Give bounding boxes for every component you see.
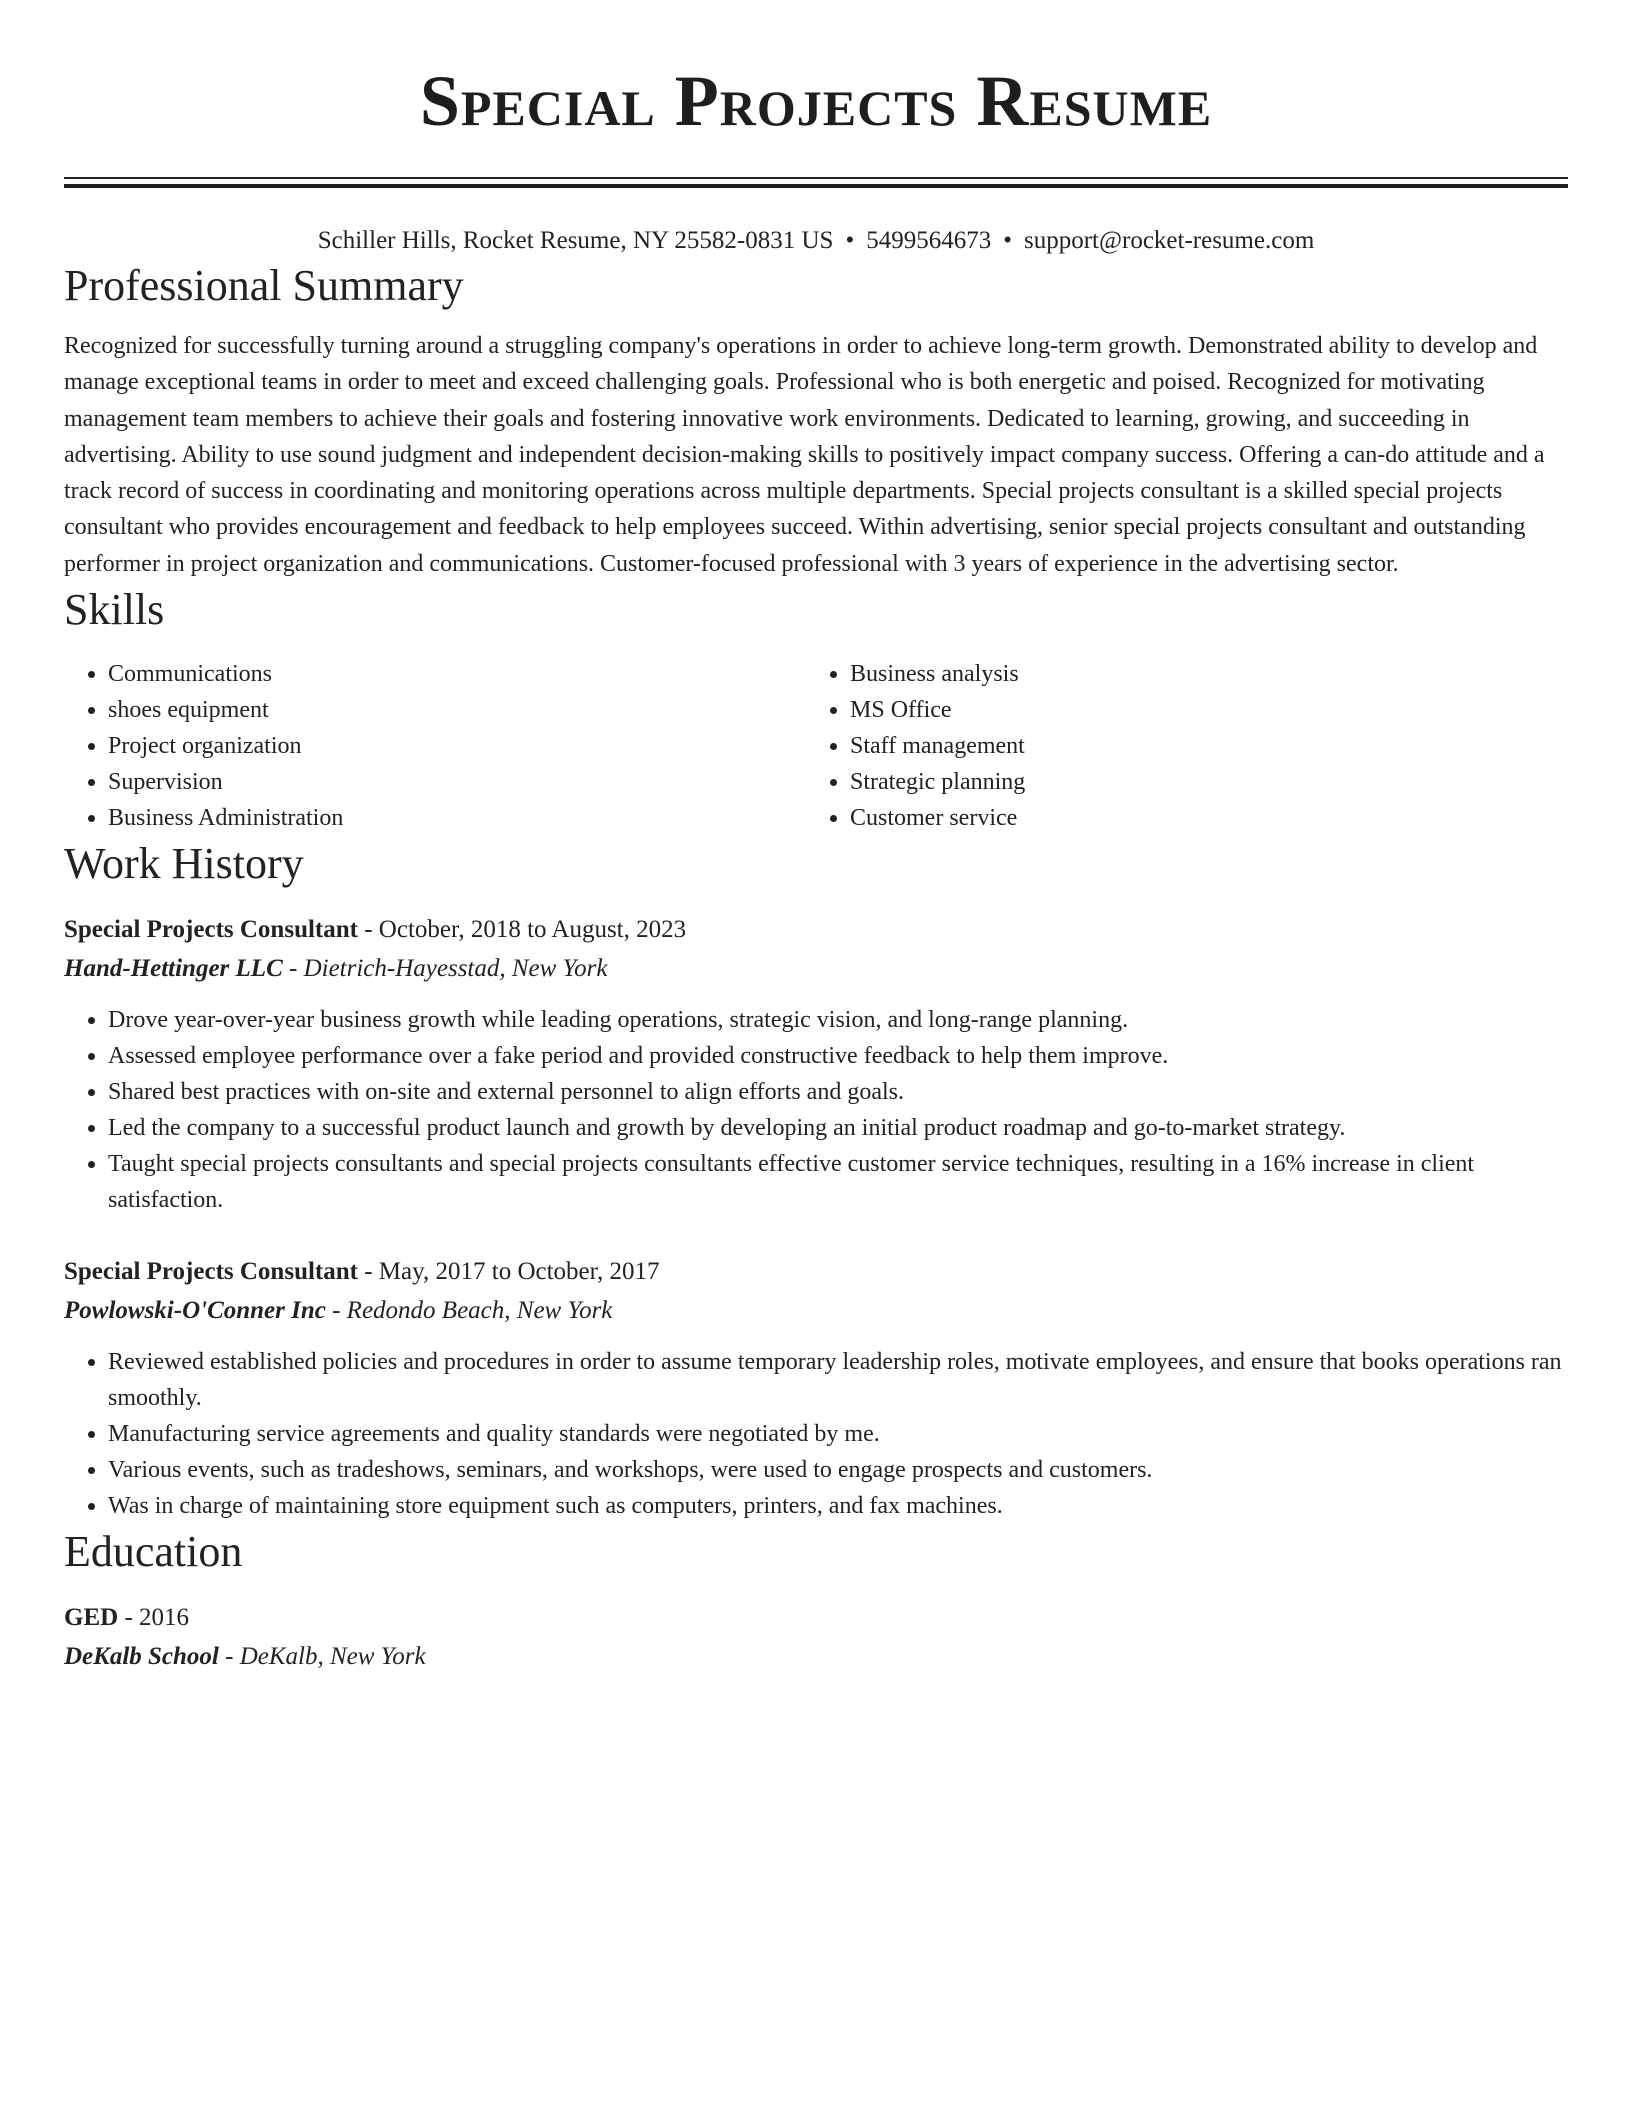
skill-item: • Communications — [108, 656, 806, 692]
school-name: DeKalb School — [64, 1643, 219, 1671]
job-title: Special Projects Consultant — [64, 1258, 358, 1286]
job-entry — [64, 1252, 1568, 1524]
contact-phone: 5499564673 — [866, 227, 992, 254]
summary-text: Recognized for successfully turning around a struggling company's operations in order to achieve long-term growth. Demonstrated ability to develop and manage exceptional teams in order to meet and exceed challenging goals. Professional who is both energetic and poised. Recognized for motivating management team members to achieve their goals and fostering innovative work environments. Dedicated to learning, growing, and succeeding in advertising. Ability to use sound judgment and independent decision-making skills to positively impact company success. Offering a can-do attitude and a track record of success in coordinating and monitoring operations across multiple departments. Special projects consultant is a skilled special projects consultant who provides encouragement and feedback to help employees succeed. Within advertising, senior special projects consultant and outstanding performer in project organization and communications. Customer-focused professional with 3 years of experience in the advertising sector. — [64, 333, 1545, 577]
skill-item: • Staff management — [850, 728, 1566, 764]
work-history-heading: Work History — [64, 839, 304, 889]
job-duty-item: • Led the company to a successful product launch and growth by developing an initial product roadmap and go-to-market strategy. — [108, 1110, 1568, 1146]
job-duty-item: • Drove year-over-year business growth while leading operations, strategic vision, and long-range planning. — [108, 1002, 1568, 1038]
contact-address: Schiller Hills, Rocket Resume, NY 25582-0831 US — [317, 227, 834, 254]
job-location: - Redondo Beach, New York — [325, 1297, 613, 1325]
job-duty-item: • Shared best practices with on-site and external personnel to align efforts and goals. — [108, 1074, 1568, 1110]
contact-separator: • — [845, 227, 855, 254]
job-title: Special Projects Consultant — [64, 916, 358, 944]
title-divider-thick — [64, 184, 1568, 188]
job-duties — [64, 1344, 1568, 1524]
resume-title: Special Projects Resume — [419, 61, 1213, 141]
skills-list — [64, 656, 1568, 836]
job-duty-item: • Reviewed established policies and procedures in order to assume temporary leadership roles, motivate employees, and ensure that books operations ran smoothly. — [108, 1344, 1568, 1416]
degree-line — [64, 1598, 1568, 1637]
job-dates: - October, 2018 to August, 2023 — [357, 916, 687, 944]
skill-item: • Business analysis — [850, 656, 1566, 692]
skill-item: • Customer service — [850, 800, 1566, 836]
contact-line — [64, 224, 1568, 258]
degree-year: - 2016 — [118, 1604, 190, 1632]
title-divider-thin — [64, 177, 1568, 179]
skill-item: • Project organization — [108, 728, 806, 764]
skills-column-right — [806, 656, 1566, 836]
job-company: Hand-Hettinger LLC — [64, 955, 283, 983]
job-title-line — [64, 910, 1568, 949]
job-duty-item: • Taught special projects consultants and special projects consultants effective customer service techniques, resulting in a 16% increase in client satisfaction. — [108, 1146, 1568, 1218]
skills-heading: Skills — [64, 585, 165, 635]
job-title-line — [64, 1252, 1568, 1291]
skills-column-left — [64, 656, 806, 836]
skill-item: • Strategic planning — [850, 764, 1566, 800]
job-duty-item: • Was in charge of maintaining store equipment such as computers, printers, and fax machines. — [108, 1488, 1568, 1524]
job-company-line — [64, 949, 1568, 988]
job-duty-item: • Various events, such as tradeshows, seminars, and workshops, were used to engage prospects and customers. — [108, 1452, 1568, 1488]
skill-item: • Supervision — [108, 764, 806, 800]
school-line — [64, 1637, 1568, 1676]
job-duties — [64, 1002, 1568, 1218]
education-entry — [64, 1598, 1568, 1676]
job-duty-item: • Assessed employee performance over a fake period and provided constructive feedback to help them improve. — [108, 1038, 1568, 1074]
job-location: - Dietrich-Hayesstad, New York — [282, 955, 608, 983]
job-duty-item: • Manufacturing service agreements and quality standards were negotiated by me. — [108, 1416, 1568, 1452]
school-location: - DeKalb, New York — [218, 1643, 426, 1671]
contact-email: support@rocket-resume.com — [1023, 227, 1315, 254]
skill-item: • Business Administration — [108, 800, 806, 836]
job-entry — [64, 910, 1568, 1218]
job-company-line — [64, 1291, 1568, 1330]
job-company: Powlowski-O'Conner Inc — [64, 1297, 326, 1325]
job-dates: - May, 2017 to October, 2017 — [357, 1258, 660, 1286]
skill-item: • MS Office — [850, 692, 1566, 728]
skill-item: • shoes equipment — [108, 692, 806, 728]
contact-separator: • — [1003, 227, 1012, 254]
summary-heading: Professional Summary — [64, 261, 464, 310]
education-heading: Education — [64, 1527, 243, 1577]
degree: GED — [64, 1604, 119, 1632]
